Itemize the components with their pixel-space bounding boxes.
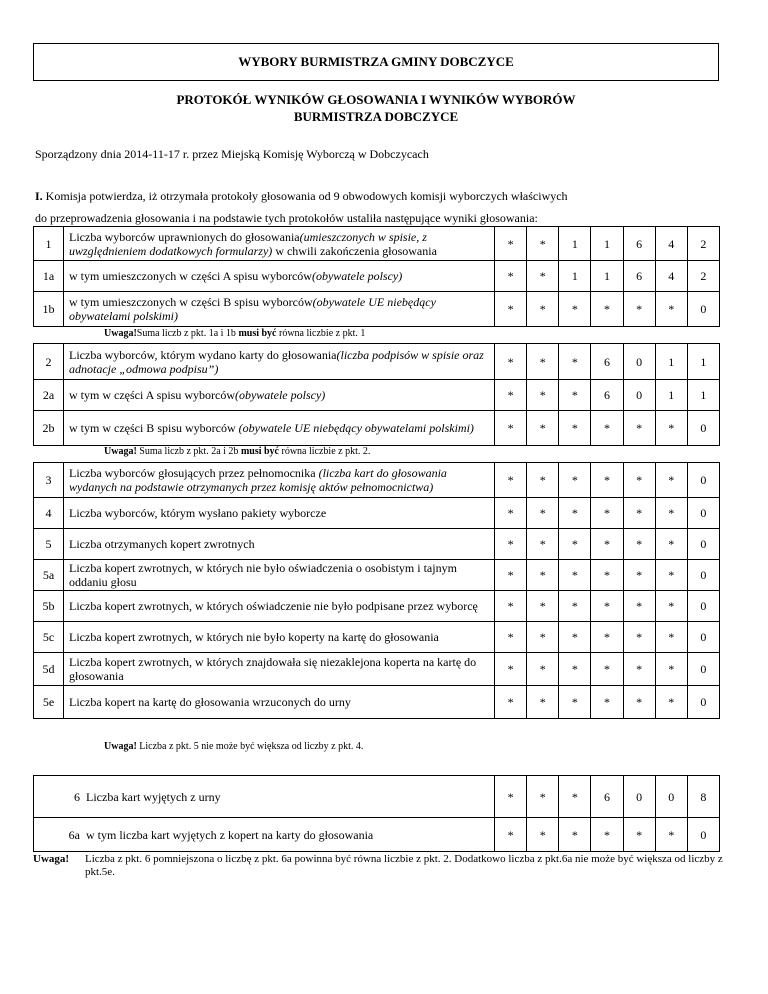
digit-cell: * [495, 344, 527, 380]
row-description [64, 411, 495, 446]
digit-cell: 0 [687, 292, 719, 327]
digit-cell: * [655, 818, 687, 852]
row-description [64, 227, 495, 261]
digit-cell: 1 [655, 344, 687, 380]
digit-cell: * [655, 560, 687, 591]
results-table-3 [33, 462, 720, 719]
uwaga-emphasis: musi być [238, 328, 277, 339]
digit-cell: * [527, 686, 559, 719]
digit-cell: * [591, 463, 623, 498]
row-description [64, 344, 495, 380]
digit-cell: * [559, 653, 591, 686]
digit-cell: 0 [623, 344, 655, 380]
row-description [64, 529, 495, 560]
digit-cell: * [495, 292, 527, 327]
digit-cell: 0 [623, 776, 655, 818]
digit-cell: 6 [623, 261, 655, 292]
digit-cell: * [495, 686, 527, 719]
digit-cell: * [655, 463, 687, 498]
row-text: Liczba wyborców głosujących przez pełnomocnika [69, 466, 319, 480]
digit-cell: 1 [591, 261, 623, 292]
digit-cell: 2 [687, 227, 719, 261]
digit-cell: * [495, 622, 527, 653]
digit-cell: 0 [687, 411, 719, 446]
digit-cell: * [559, 498, 591, 529]
digit-cell: * [655, 622, 687, 653]
row-description [34, 818, 495, 852]
digit-cell: * [527, 498, 559, 529]
row-text: Liczba kopert zwrotnych, w których znajdowała się niezaklejona koperta na kartę do głosowania [69, 655, 477, 683]
digit-cell: * [655, 591, 687, 622]
row-text-after: w chwili zakończenia głosowania [272, 243, 437, 258]
digit-cell: 4 [655, 261, 687, 292]
table-row [34, 622, 720, 653]
digit-cell: * [495, 653, 527, 686]
digit-cell: * [495, 591, 527, 622]
digit-cell: 6 [591, 380, 623, 411]
row-number: 6 [74, 789, 80, 804]
digit-cell: * [591, 529, 623, 560]
row-number: 3 [34, 463, 64, 498]
table-row [34, 380, 720, 411]
uwaga-label: Uwaga! [104, 328, 137, 339]
digit-cell: 0 [687, 560, 719, 591]
final-note [33, 853, 723, 878]
digit-cell: 0 [623, 380, 655, 411]
digit-cell: 4 [655, 227, 687, 261]
row-number: 5d [34, 653, 64, 686]
digit-cell: * [495, 560, 527, 591]
digit-cell: 1 [591, 227, 623, 261]
digit-cell: * [559, 818, 591, 852]
digit-cell: * [527, 227, 559, 261]
row-text: Liczba wyborców uprawnionych do głosowania [69, 229, 300, 244]
title-line-2: BURMISTRZA DOBCZYCE [293, 109, 459, 124]
digit-cell: * [559, 560, 591, 591]
row-number: 2b [34, 411, 64, 446]
row-number: 2 [34, 344, 64, 380]
sporzadzony-line: Sporządzony dnia 2014-11-17 r. przez Miejską Komisję Wyborczą w Dobczycach [35, 147, 429, 161]
uwaga-2 [104, 446, 370, 457]
digit-cell: * [495, 529, 527, 560]
row-number: 2a [34, 380, 64, 411]
uwaga-1 [104, 328, 365, 339]
row-text: w tym umieszczonych w części A spisu wyborców [69, 269, 312, 283]
table-row [34, 653, 720, 686]
digit-cell: * [527, 622, 559, 653]
row-text: Liczba kopert zwrotnych, w których nie było oświadczenia o osobistym i tajnym oddaniu głosu [69, 561, 457, 589]
digit-cell: 1 [687, 344, 719, 380]
digit-cell: * [495, 411, 527, 446]
digit-cell: * [527, 463, 559, 498]
digit-cell: * [655, 686, 687, 719]
note-label: Uwaga! [33, 853, 70, 865]
digit-cell: * [527, 411, 559, 446]
digit-cell: * [527, 560, 559, 591]
uwaga-3 [104, 741, 363, 752]
uwaga-emphasis: musi być [240, 446, 279, 457]
digit-cell: * [623, 653, 655, 686]
table-row [34, 411, 720, 446]
digit-cell: * [527, 529, 559, 560]
uwaga-label: Uwaga! [104, 446, 137, 457]
digit-cell: 6 [591, 776, 623, 818]
digit-cell: * [559, 529, 591, 560]
uwaga-text-end: równa liczbie z pkt. 1 [276, 328, 366, 339]
digit-cell: * [655, 653, 687, 686]
row-number: 5b [34, 591, 64, 622]
row-text: Liczba wyborców, którym wysłano pakiety wyborcze [69, 506, 327, 520]
document-title [33, 91, 719, 125]
row-number: 6a [68, 827, 80, 842]
digit-cell: 1 [655, 380, 687, 411]
table-row [34, 344, 720, 380]
digit-cell: * [655, 292, 687, 327]
uwaga-text: Liczba z pkt. 5 nie może być większa od liczby z pkt. 4. [136, 741, 364, 752]
digit-cell: * [623, 463, 655, 498]
intro-text-1: Komisja potwierdza, iż otrzymała protokoły głosowania od 9 obwodowych komisji wyborczych właściwych [45, 189, 568, 203]
table-row [34, 560, 720, 591]
row-description [64, 560, 495, 591]
digit-cell: * [623, 498, 655, 529]
row-number: 5c [34, 622, 64, 653]
digit-cell: 8 [687, 776, 719, 818]
row-text: Liczba kopert na kartę do głosowania wrzuconych do urny [69, 695, 351, 709]
digit-cell: * [623, 292, 655, 327]
section-label: I. [35, 189, 43, 203]
row-description [64, 380, 495, 411]
digit-cell: * [591, 560, 623, 591]
digit-cell: * [559, 411, 591, 446]
digit-cell: * [495, 498, 527, 529]
row-description [64, 498, 495, 529]
intro-line-2: do przeprowadzenia głosowania i na podstawie tych protokołów ustaliła następujące wyniki głosowania: [35, 211, 538, 225]
digit-cell: * [591, 818, 623, 852]
digit-cell: * [495, 261, 527, 292]
table-row [34, 529, 720, 560]
row-text: w tym w części B spisu wyborców [69, 421, 239, 435]
digit-cell: * [559, 591, 591, 622]
uwaga-text-end: równa liczbie z pkt. 2. [279, 446, 371, 457]
row-description [64, 591, 495, 622]
row-description [64, 463, 495, 498]
title-line-1: PROTOKÓŁ WYNIKÓW GŁOSOWANIA I WYNIKÓW WYBORÓW [176, 92, 576, 107]
row-text: Liczba kopert zwrotnych, w których nie było koperty na kartę do głosowania [69, 630, 439, 644]
digit-cell: 2 [687, 261, 719, 292]
digit-cell: * [559, 380, 591, 411]
table-row [34, 818, 720, 852]
row-text: w tym umieszczonych w części B spisu wyborców [69, 295, 313, 309]
digit-cell: 0 [687, 622, 719, 653]
row-description [64, 292, 495, 327]
digit-cell: * [591, 498, 623, 529]
digit-cell: * [495, 818, 527, 852]
digit-cell: * [655, 529, 687, 560]
digit-cell: * [527, 776, 559, 818]
table-row [34, 686, 720, 719]
intro-line-1 [35, 189, 568, 204]
digit-cell: * [559, 622, 591, 653]
row-description [64, 653, 495, 686]
digit-cell: * [623, 411, 655, 446]
digit-cell: 0 [687, 653, 719, 686]
row-number: 5e [34, 686, 64, 719]
results-table-2 [33, 343, 720, 446]
digit-cell: 0 [655, 776, 687, 818]
digit-cell: * [655, 498, 687, 529]
digit-cell: * [623, 560, 655, 591]
digit-cell: * [623, 622, 655, 653]
row-text: Liczba otrzymanych kopert zwrotnych [69, 537, 255, 551]
row-number: 5a [34, 560, 64, 591]
row-number: 4 [34, 498, 64, 529]
uwaga-label: Uwaga! [104, 741, 137, 752]
row-text-italic: (liczba podpisów w spisie oraz adnotacje „odmowa podpisu”) [69, 347, 484, 376]
digit-cell: 1 [559, 227, 591, 261]
uwaga-text: Suma liczb z pkt. 2a i 2b [136, 446, 241, 457]
row-text: Liczba kart wyjętych z urny [86, 789, 221, 804]
digit-cell: 6 [623, 227, 655, 261]
digit-cell: 1 [687, 380, 719, 411]
digit-cell: * [559, 686, 591, 719]
digit-cell: * [559, 463, 591, 498]
table-row [34, 261, 720, 292]
digit-cell: * [591, 591, 623, 622]
digit-cell: * [495, 227, 527, 261]
row-number: 1a [34, 261, 64, 292]
digit-cell: * [559, 776, 591, 818]
digit-cell: * [495, 380, 527, 411]
table-row [34, 498, 720, 529]
row-number: 1b [34, 292, 64, 327]
table-row [34, 292, 720, 327]
digit-cell: * [623, 529, 655, 560]
row-text-italic: (liczba kart do głosowania wydanych na podstawie otrzymanych przez komisję aktów pełnomocnictwa) [69, 466, 447, 494]
row-text-italic: (obywatele UE niebędący obywatelami polskimi) [69, 295, 436, 323]
uwaga-text: Suma liczb z pkt. 1a i 1b [136, 328, 239, 339]
digit-cell: * [495, 463, 527, 498]
digit-cell: * [559, 292, 591, 327]
digit-cell: * [495, 776, 527, 818]
digit-cell: * [623, 591, 655, 622]
row-text: w tym w części A spisu wyborców [69, 388, 235, 402]
digit-cell: * [527, 818, 559, 852]
row-description [64, 261, 495, 292]
digit-cell: * [623, 818, 655, 852]
row-text-italic: (obywatele polscy) [311, 269, 403, 283]
row-description [34, 776, 495, 818]
table-row [34, 591, 720, 622]
digit-cell: * [559, 344, 591, 380]
digit-cell: 0 [687, 591, 719, 622]
table-row [34, 463, 720, 498]
digit-cell: 0 [687, 818, 719, 852]
digit-cell: * [591, 686, 623, 719]
digit-cell: * [591, 411, 623, 446]
digit-cell: * [623, 686, 655, 719]
row-number: 1 [34, 227, 64, 261]
row-text: Liczba kopert zwrotnych, w których oświadczenie nie było podpisane przez wyborcę [69, 599, 478, 613]
digit-cell: * [527, 292, 559, 327]
digit-cell: 0 [687, 463, 719, 498]
election-header: WYBORY BURMISTRZA GMINY DOBCZYCE [33, 43, 719, 81]
row-text-italic: (obywatele polscy) [234, 388, 326, 402]
row-text-italic: (obywatele UE niebędący obywatelami polskimi) [238, 421, 474, 435]
digit-cell: 0 [687, 686, 719, 719]
results-table-4 [33, 775, 720, 852]
row-text: Liczba wyborców, którym wydano karty do głosowania [69, 347, 337, 362]
note-text: Liczba z pkt. 6 pomniejszona o liczbę z pkt. 6a powinna być równa liczbie z pkt. 2. Dodatkowo liczba z pkt.6a nie może być większa od liczby z pkt.5e. [85, 853, 723, 878]
row-number: 5 [34, 529, 64, 560]
digit-cell: * [591, 653, 623, 686]
results-table-1 [33, 226, 720, 327]
digit-cell: * [527, 653, 559, 686]
row-description [64, 622, 495, 653]
row-text: w tym liczba kart wyjętych z kopert na karty do głosowania [86, 827, 374, 842]
digit-cell: 0 [687, 498, 719, 529]
row-description [64, 686, 495, 719]
digit-cell: * [527, 380, 559, 411]
digit-cell: 0 [687, 529, 719, 560]
table-row [34, 227, 720, 261]
digit-cell: 1 [559, 261, 591, 292]
row-text-italic: (umieszczonych w spisie, z uwzględnieniem dodatkowych formularzy) [69, 229, 427, 258]
digit-cell: * [527, 591, 559, 622]
digit-cell: * [591, 622, 623, 653]
digit-cell: * [527, 344, 559, 380]
digit-cell: * [591, 292, 623, 327]
digit-cell: * [655, 411, 687, 446]
table-row [34, 776, 720, 818]
digit-cell: * [527, 261, 559, 292]
digit-cell: 6 [591, 344, 623, 380]
